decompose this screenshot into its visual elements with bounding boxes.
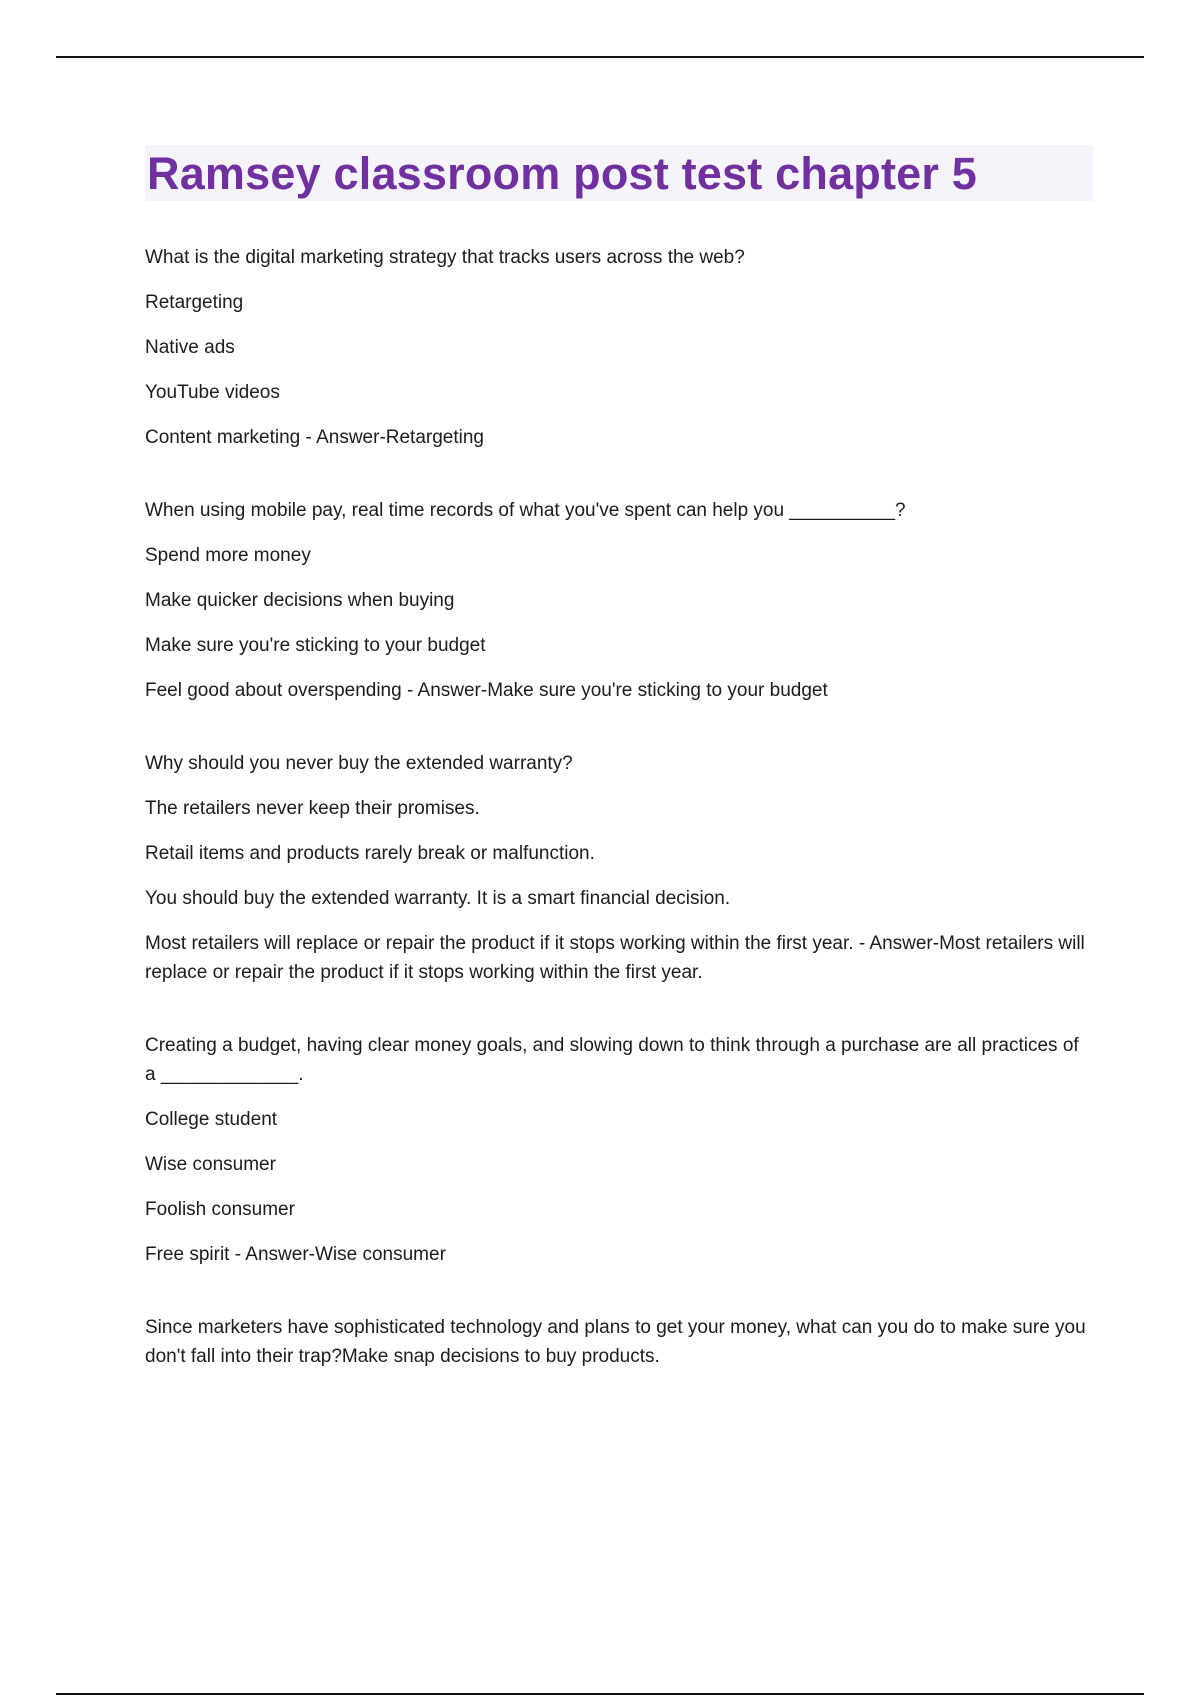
question-block: [145, 243, 1093, 452]
answer-option: You should buy the extended warranty. It is a smart financial decision.: [145, 888, 731, 909]
question-list: [145, 243, 1093, 1371]
answer-option-with-key: Content marketing - Answer-Retargeting: [145, 427, 484, 448]
answer-option-with-key: Free spirit - Answer-Wise consumer: [145, 1244, 446, 1265]
question-block: [145, 1031, 1093, 1269]
page-content: [145, 145, 1093, 1415]
answer-option: Wise consumer: [145, 1154, 276, 1175]
answer-option: Retail items and products rarely break or malfunction.: [145, 843, 595, 864]
answer-option: Retargeting: [145, 292, 244, 313]
answer-option: College student: [145, 1109, 278, 1130]
question-block: [145, 496, 1093, 705]
question-block: [145, 1313, 1093, 1371]
header-rule: [56, 56, 1144, 58]
answer-option: Foolish consumer: [145, 1199, 295, 1220]
answer-option: Make sure you're sticking to your budget: [145, 635, 486, 656]
question-text: Creating a budget, having clear money goals, and slowing down to think through a purchase are all practices of a _____________.: [145, 1035, 1079, 1085]
page-title: Ramsey classroom post test chapter 5: [147, 147, 978, 199]
question-text: When using mobile pay, real time records of what you've spent can help you __________?: [145, 500, 906, 521]
answer-option: Native ads: [145, 337, 235, 358]
answer-option-with-key: Feel good about overspending - Answer-Make sure you're sticking to your budget: [145, 680, 828, 701]
answer-option: The retailers never keep their promises.: [145, 798, 480, 819]
question-block: [145, 749, 1093, 987]
footer-rule: [56, 1693, 1144, 1695]
answer-option: YouTube videos: [145, 382, 280, 403]
title-banner: [145, 145, 1093, 201]
answer-option: Spend more money: [145, 545, 311, 566]
answer-option-with-key: Most retailers will replace or repair the product if it stops working within the first year. - Answer-Most retailers will replace or repair the product if it stops working within the first year.: [145, 933, 1085, 983]
question-text: Since marketers have sophisticated technology and plans to get your money, what can you do to make sure you don't fall into their trap?Make snap decisions to buy products.: [145, 1317, 1086, 1367]
question-text: What is the digital marketing strategy that tracks users across the web?: [145, 247, 745, 268]
answer-option: Make quicker decisions when buying: [145, 590, 455, 611]
question-text: Why should you never buy the extended warranty?: [145, 753, 573, 774]
